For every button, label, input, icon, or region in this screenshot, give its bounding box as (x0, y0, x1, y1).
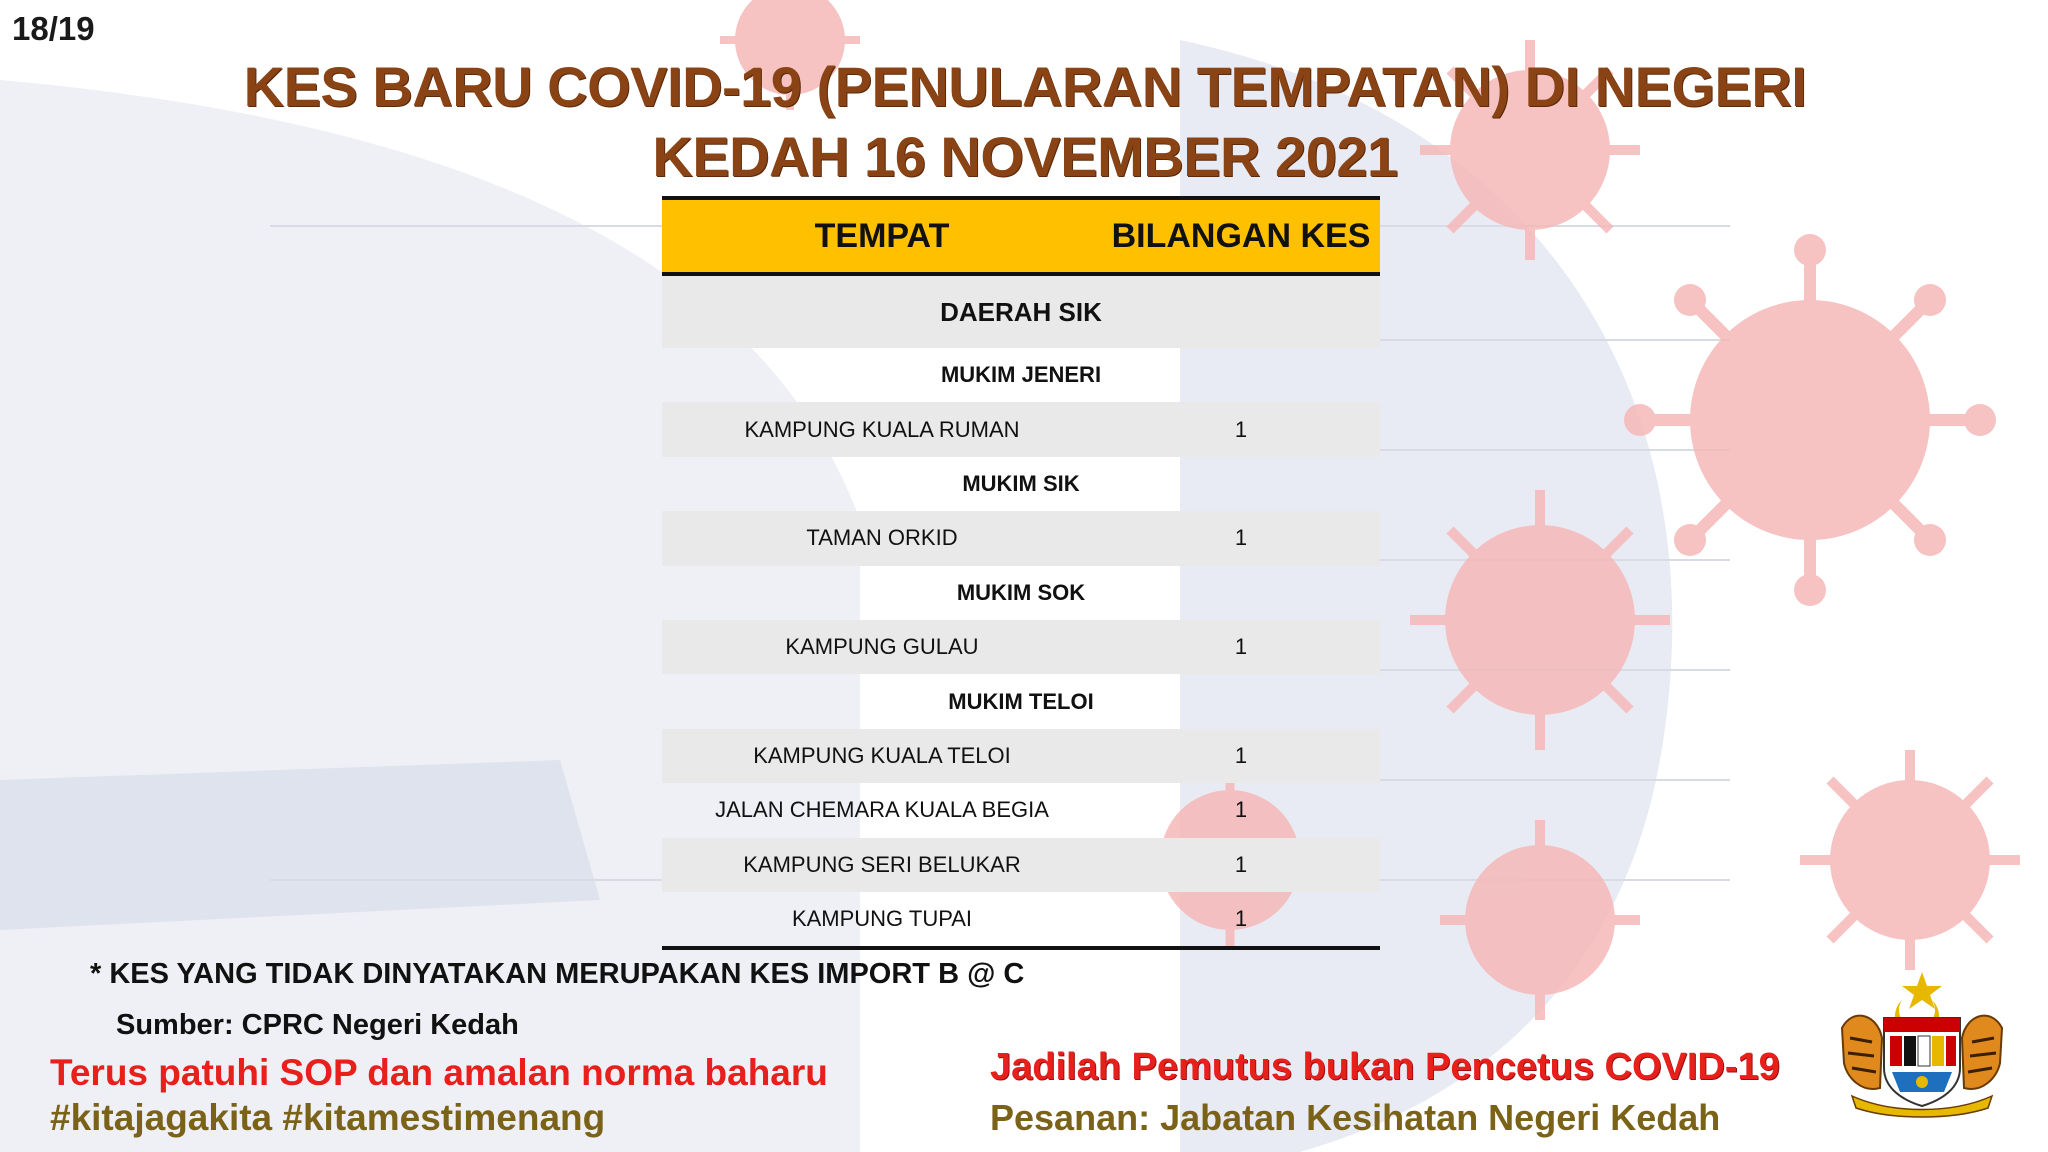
count-cell: 1 (1234, 906, 1248, 932)
table-row (662, 729, 1380, 783)
table-header (662, 200, 1380, 276)
header-count: BILANGAN KES (1111, 216, 1371, 255)
count-cell: 1 (1234, 851, 1248, 877)
table-row (662, 511, 1380, 565)
source-text: Sumber: CPRC Negeri Kedah (116, 1009, 519, 1041)
table-row (662, 620, 1380, 674)
hashtags: #kitajagakita #kitamestimenang (50, 1097, 606, 1138)
count-cell: 1 (1234, 634, 1248, 660)
sop-message: Terus patuhi SOP dan amalan norma baharu (50, 1052, 828, 1093)
table-body (662, 348, 1380, 946)
title-line-1: KES BARU COVID-19 (PENULARAN TEMPATAN) DI NEGERI (243, 55, 1807, 118)
pesanan-text: Pesanan: Jabatan Kesihatan Negeri Kedah (990, 1097, 1721, 1138)
table-row (662, 838, 1380, 892)
place-cell: KAMPUNG TUPAI (791, 906, 973, 932)
place-cell: KAMPUNG SERI BELUKAR (743, 851, 1021, 877)
table-row (662, 783, 1380, 837)
count-cell: 1 (1234, 525, 1248, 551)
header-place: TEMPAT (814, 216, 950, 255)
mukim-row: MUKIM TELOI (948, 688, 1094, 714)
count-cell: 1 (1234, 742, 1248, 768)
count-cell: 1 (1234, 797, 1248, 823)
slogan: Jadilah Pemutus bukan Pencetus COVID-19 (990, 1046, 1780, 1088)
malaysia-coat-of-arms-icon (1832, 968, 2012, 1118)
title-line-2: KEDAH 16 NOVEMBER 2021 (652, 125, 1398, 188)
place-cell: TAMAN ORKID (806, 525, 958, 551)
district-row: DAERAH SIK (662, 276, 1380, 348)
place-cell: KAMPUNG KUALA RUMAN (744, 416, 1020, 442)
mukim-row: MUKIM SIK (962, 470, 1080, 496)
footnote: * KES YANG TIDAK DINYATAKAN MERUPAKAN KES IMPORT B @ C (90, 958, 1025, 990)
place-cell: KAMPUNG KUALA TELOI (753, 742, 1011, 768)
page-title (220, 52, 1830, 192)
count-cell: 1 (1234, 416, 1248, 442)
cases-table (662, 196, 1380, 950)
table-row (662, 892, 1380, 946)
page-number: 18/19 (12, 10, 95, 47)
mukim-row: MUKIM SOK (956, 579, 1086, 605)
mukim-row: MUKIM JENERI (940, 362, 1102, 388)
table-row (662, 402, 1380, 456)
place-cell: KAMPUNG GULAU (785, 634, 979, 660)
place-cell: JALAN CHEMARA KUALA BEGIA (715, 797, 1049, 823)
